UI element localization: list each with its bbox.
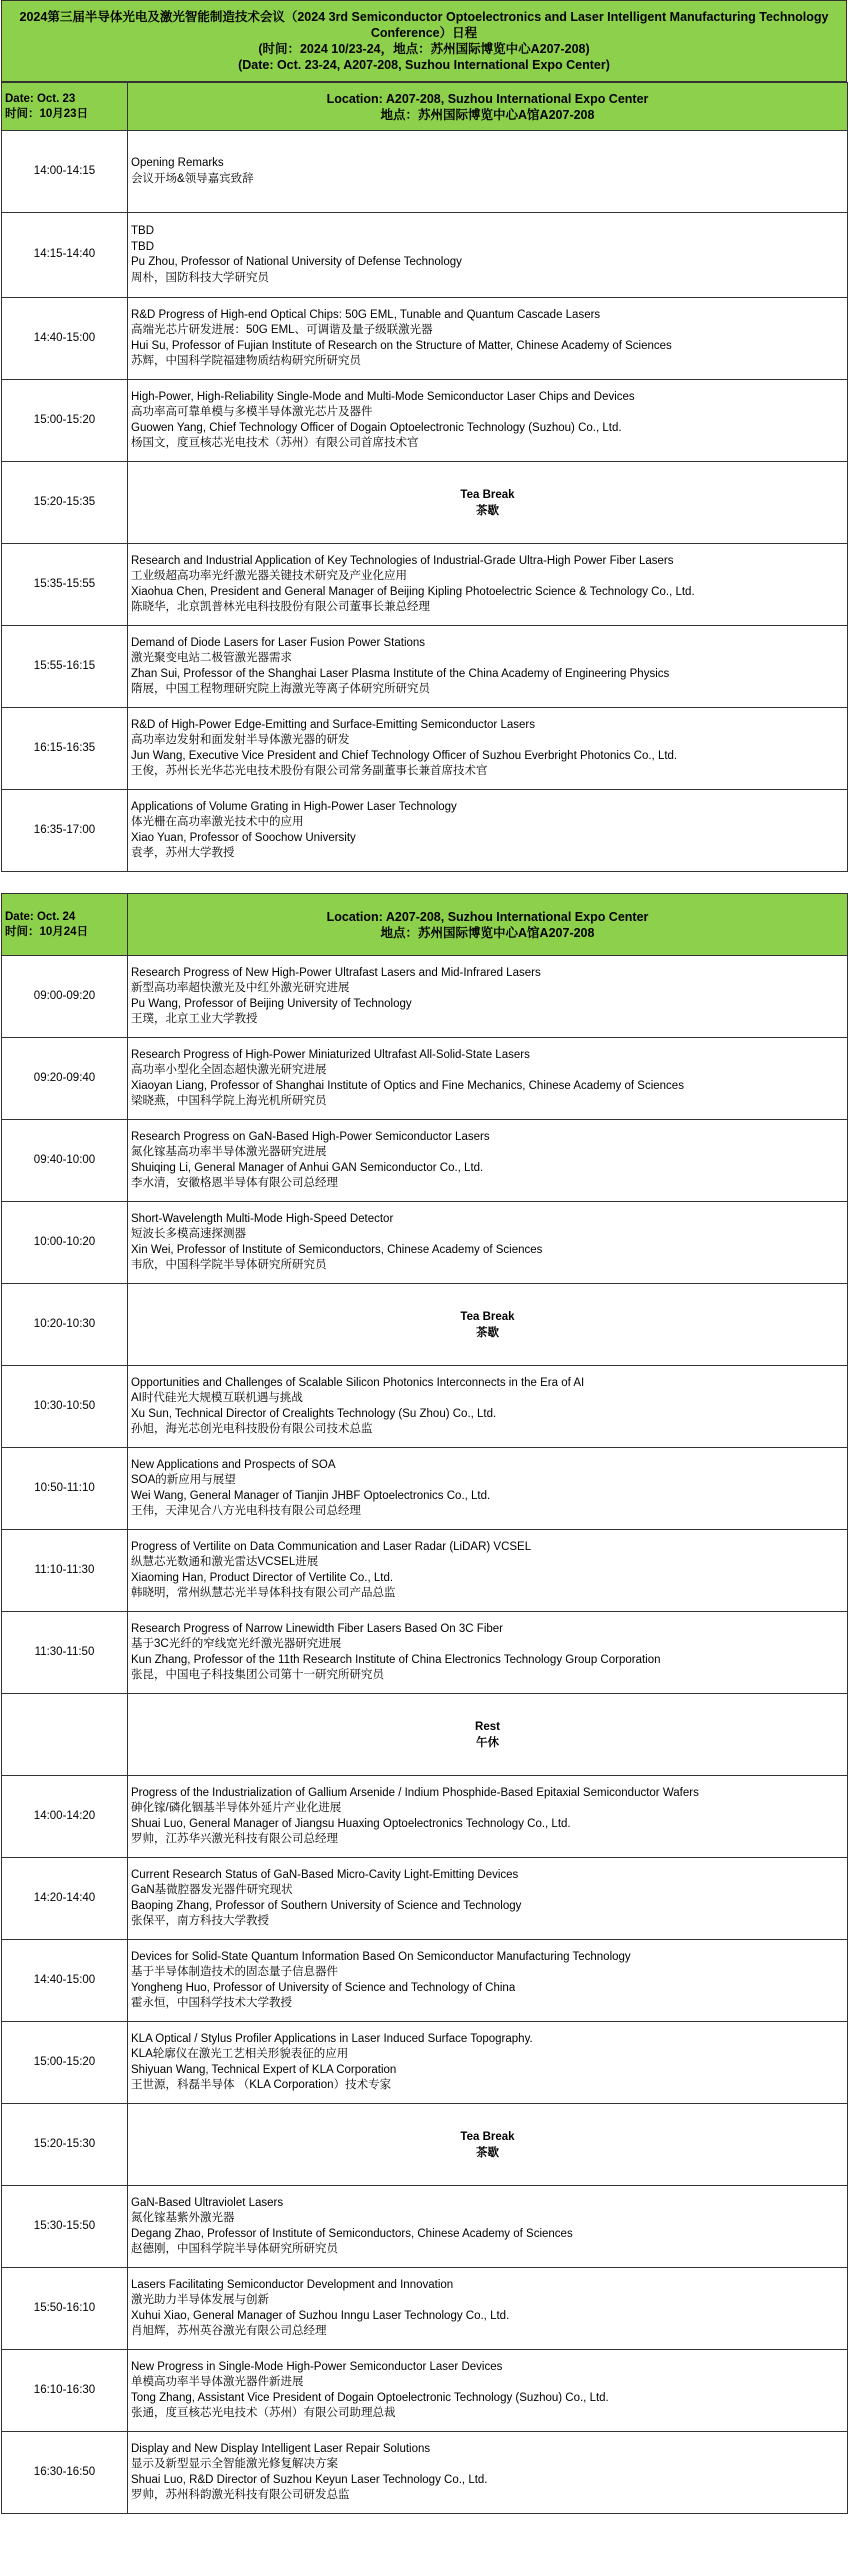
session-time: 09:00-09:20 [2, 956, 128, 1038]
talk-title-en: Applications of Volume Grating in High-Power Laser Technology [131, 800, 457, 813]
day1-header-row [2, 83, 848, 131]
session-row [2, 213, 848, 298]
session-details [128, 1776, 848, 1858]
talk-title-cn: 工业级超高功率光纤激光器关键技术研究及产业化应用 [131, 570, 407, 582]
talk-title-en: Devices for Solid-State Quantum Information Based On Semiconductor Manufacturing Technology [131, 1950, 631, 1963]
day2-location-en: Location: A207-208, Suzhou International Expo Center [326, 909, 649, 924]
speaker-cn: 张通，度亘核芯光电技术（苏州）有限公司助理总裁 [131, 2407, 396, 2419]
session-row [2, 1530, 848, 1612]
talk-title-en: Research Progress of New High-Power Ultrafast Lasers and Mid-Infrared Lasers [131, 966, 541, 979]
speaker-en: Xiaohua Chen, President and General Manager of Beijing Kipling Photoelectric Science & Technology Co., Ltd. [131, 585, 695, 598]
talk-title-cn: TBD [131, 240, 154, 253]
page-subtitle-cn: (时间：2024 10/23-24，地点：苏州国际博览中心A207-208) [258, 42, 590, 56]
session-details [128, 1366, 848, 1448]
session-time: 15:55-16:15 [2, 626, 128, 708]
session-time: 16:15-16:35 [2, 708, 128, 790]
speaker-cn: 袁孝，苏州大学教授 [131, 847, 235, 859]
session-details [128, 790, 848, 872]
talk-title-en: R&D Progress of High-end Optical Chips: 50G EML, Tunable and Quantum Cascade Lasers [131, 308, 601, 321]
talk-title-cn: 砷化镓/磷化铟基半导体外延片产业化进展 [131, 1802, 342, 1814]
talk-title-cn: 高端光芯片研发进展：50G EML、可调谐及量子级联激光器 [131, 324, 433, 336]
speaker-en: Xiao Yuan, Professor of Soochow University [131, 831, 356, 844]
speaker-cn: 张保平，南方科技大学教授 [131, 1915, 269, 1927]
session-time: 15:00-15:20 [2, 2022, 128, 2104]
speaker-cn: 罗帅，江苏华兴激光科技有限公司总经理 [131, 1833, 338, 1845]
session-row [2, 626, 848, 708]
speaker-cn: 韩晓明，常州纵慧芯光半导体科技有限公司产品总监 [131, 1587, 396, 1599]
talk-title-cn: 单模高功率半导体激光器件新进展 [131, 2376, 304, 2388]
talk-title-en: Research Progress of Narrow Linewidth Fiber Lasers Based On 3C Fiber [131, 1622, 503, 1635]
speaker-cn: 霍永恒，中国科学技术大学教授 [131, 1997, 292, 2009]
session-time: 14:20-14:40 [2, 1858, 128, 1940]
break-title-en: Rest [475, 1720, 500, 1733]
session-time: 15:30-15:50 [2, 2186, 128, 2268]
talk-title-cn: AI时代硅光大规模互联机遇与挑战 [131, 1392, 303, 1404]
talk-title-en: Lasers Facilitating Semiconductor Development and Innovation [131, 2278, 454, 2291]
speaker-en: Wei Wang, General Manager of Tianjin JHBF Optoelectronics Co., Ltd. [131, 1489, 491, 1502]
session-row [2, 1858, 848, 1940]
session-row [2, 1776, 848, 1858]
speaker-en: Jun Wang, Executive Vice President and Chief Technology Officer of Suzhou Everbright Photonics Co., Ltd. [131, 749, 678, 762]
break-row [2, 1284, 848, 1366]
break-label [128, 1694, 848, 1776]
session-details [128, 213, 848, 298]
talk-title-en: R&D of High-Power Edge-Emitting and Surface-Emitting Semiconductor Lasers [131, 718, 535, 731]
break-title-cn: 茶歇 [476, 1326, 499, 1339]
talk-title-en: Research and Industrial Application of Key Technologies of Industrial-Grade Ultra-High Power Fiber Lasers [131, 554, 674, 567]
day2-date-cn: 时间：10月24日 [5, 925, 89, 938]
speaker-en: Baoping Zhang, Professor of Southern University of Science and Technology [131, 1899, 522, 1912]
speaker-en: Kun Zhang, Professor of the 11th Research Institute of China Electronics Technology Group Corporation [131, 1653, 661, 1666]
speaker-en: Yongheng Huo, Professor of University of Science and Technology of China [131, 1981, 516, 1994]
day2-header-row [2, 894, 848, 956]
session-row [2, 1612, 848, 1694]
session-time: 09:20-09:40 [2, 1038, 128, 1120]
talk-title-cn: KLA轮廓仪在激光工艺相关形貌表征的应用 [131, 2048, 349, 2060]
break-label [128, 1284, 848, 1366]
day1-location-en: Location: A207-208, Suzhou International Expo Center [326, 91, 649, 106]
break-label [128, 2104, 848, 2186]
speaker-en: Tong Zhang, Assistant Vice President of Dogain Optoelectronic Technology (Suzhou) Co., Ltd. [131, 2391, 609, 2404]
session-details [128, 1202, 848, 1284]
day1-date-cell [2, 83, 128, 131]
speaker-cn: 苏辉，中国科学院福建物质结构研究所研究员 [131, 355, 361, 367]
speaker-en: Xuhui Xiao, General Manager of Suzhou Inngu Laser Technology Co., Ltd. [131, 2309, 510, 2322]
talk-title-cn: 体光栅在高功率激光技术中的应用 [131, 816, 304, 828]
session-time: 14:00-14:15 [2, 131, 128, 213]
speaker-cn: 肖旭辉，苏州英谷激光有限公司总经理 [131, 2325, 327, 2337]
page-subtitle-en: (Date: Oct. 23-24, A207-208, Suzhou International Expo Center) [238, 58, 610, 72]
speaker-en: Xiaoyan Liang, Professor of Shanghai Institute of Optics and Fine Mechanics, Chinese Academy of Sciences [131, 1079, 684, 1092]
break-title-en: Tea Break [460, 488, 515, 501]
speaker-cn: 李水清，安徽格恩半导体有限公司总经理 [131, 1177, 338, 1189]
session-row [2, 380, 848, 462]
day1-location-cn: 地点：苏州国际博览中心A馆A207-208 [380, 107, 595, 122]
session-details [128, 1612, 848, 1694]
break-label [128, 462, 848, 544]
session-time: 14:00-14:20 [2, 1776, 128, 1858]
session-time: 16:35-17:00 [2, 790, 128, 872]
session-time: 10:00-10:20 [2, 1202, 128, 1284]
speaker-en: Shuiqing Li, General Manager of Anhui GAN Semiconductor Co., Ltd. [131, 1161, 484, 1174]
day2-location-cn: 地点：苏州国际博览中心A馆A207-208 [380, 925, 595, 940]
talk-title-cn: 基于3C光纤的窄线宽光纤激光器研究进展 [131, 1638, 342, 1650]
session-row [2, 131, 848, 213]
day1-location-cell [128, 83, 848, 131]
break-title-cn: 午休 [476, 1736, 499, 1749]
session-time: 09:40-10:00 [2, 1120, 128, 1202]
talk-title-en: Progress of Vertilite on Data Communication and Laser Radar (LiDAR) VCSEL [131, 1540, 532, 1553]
talk-title-cn: 激光聚变电站二极管激光器需求 [131, 652, 292, 664]
day2-date-cell [2, 894, 128, 956]
talk-title-cn: 高功率高可靠单模与多模半导体激光芯片及器件 [131, 406, 373, 418]
session-details [128, 131, 848, 213]
speaker-cn: 陈晓华，北京凯普林光电科技股份有限公司董事长兼总经理 [131, 601, 430, 613]
session-time: 10:20-10:30 [2, 1284, 128, 1366]
speaker-cn: 王世源，科磊半导体 （KLA Corporation）技术专家 [131, 2079, 392, 2091]
speaker-en: Degang Zhao, Professor of Institute of Semiconductors, Chinese Academy of Sciences [131, 2227, 573, 2240]
session-time: 15:50-16:10 [2, 2268, 128, 2350]
talk-title-en: Display and New Display Intelligent Laser Repair Solutions [131, 2442, 431, 2455]
session-details [128, 2268, 848, 2350]
session-row [2, 1366, 848, 1448]
session-time: 14:40-15:00 [2, 298, 128, 380]
session-time: 11:10-11:30 [2, 1530, 128, 1612]
day1-date-cn: 时间：10月23日 [5, 107, 89, 120]
speaker-en: Pu Zhou, Professor of National University of Defense Technology [131, 256, 462, 268]
day2-date-en: Date: Oct. 24 [5, 910, 76, 923]
talk-title-en: Current Research Status of GaN-Based Micro-Cavity Light-Emitting Devices [131, 1868, 519, 1881]
day1-schedule-table [1, 82, 848, 872]
speaker-cn: 周朴，国防科技大学研究员 [131, 271, 269, 284]
session-row [2, 2350, 848, 2432]
talk-title-en: High-Power, High-Reliability Single-Mode and Multi-Mode Semiconductor Laser Chips and Devices [131, 390, 635, 403]
speaker-en: Xin Wei, Professor of Institute of Semiconductors, Chinese Academy of Sciences [131, 1243, 543, 1256]
talk-title-en: Research Progress of High-Power Miniaturized Ultrafast All-Solid-State Lasers [131, 1048, 530, 1061]
session-details [128, 1038, 848, 1120]
page-header [1, 0, 847, 82]
talk-title-en: New Applications and Prospects of SOA [131, 1458, 336, 1471]
speaker-cn: 张昆，中国电子科技集团公司第十一研究所研究员 [131, 1669, 384, 1681]
speaker-en: Shuai Luo, General Manager of Jiangsu Huaxing Optoelectronics Technology Co., Ltd. [131, 1817, 571, 1830]
day2-schedule-table [1, 893, 848, 2514]
session-details [128, 1530, 848, 1612]
talk-title-cn: 激光助力半导体发展与创新 [131, 2294, 269, 2306]
talk-title-cn: 显示及新型显示全智能激光修复解决方案 [131, 2458, 338, 2470]
speaker-cn: 孙旭，海光芯创光电科技股份有限公司技术总监 [131, 1423, 373, 1435]
session-details [128, 1940, 848, 2022]
session-row [2, 1120, 848, 1202]
session-row [2, 1038, 848, 1120]
talk-title-cn: SOA的新应用与展望 [131, 1474, 236, 1486]
session-time [2, 1694, 128, 1776]
session-time: 14:15-14:40 [2, 213, 128, 298]
session-row [2, 2186, 848, 2268]
session-row [2, 2432, 848, 2514]
talk-title-en: GaN-Based Ultraviolet Lasers [131, 2196, 284, 2209]
speaker-cn: 王俊，苏州长光华芯光电技术股份有限公司常务副董事长兼首席技术官 [131, 765, 488, 777]
session-row [2, 790, 848, 872]
talk-title-cn: GaN基微腔器发光器件研究现状 [131, 1884, 293, 1896]
day1-date-en: Date: Oct. 23 [5, 92, 76, 105]
talk-title-en: KLA Optical / Stylus Profiler Applications in Laser Induced Surface Topography. [131, 2032, 533, 2045]
talk-title-cn: 短波长多模高速探测器 [131, 1228, 246, 1240]
talk-title-en: TBD [131, 225, 154, 237]
session-details [128, 956, 848, 1038]
talk-title-cn: 氮化镓基高功率半导体激光器研究进展 [131, 1146, 327, 1158]
speaker-cn: 杨国文，度亘核芯光电技术（苏州）有限公司首席技术官 [131, 437, 419, 449]
speaker-cn: 韦欣，中国科学院半导体研究所研究员 [131, 1259, 327, 1271]
session-row [2, 2022, 848, 2104]
session-details [128, 708, 848, 790]
session-time: 15:20-15:35 [2, 462, 128, 544]
speaker-en: Pu Wang, Professor of Beijing University of Technology [131, 997, 412, 1010]
session-time: 11:30-11:50 [2, 1612, 128, 1694]
session-details [128, 380, 848, 462]
session-details [128, 2186, 848, 2268]
break-title-cn: 茶歇 [476, 2146, 499, 2159]
break-title-cn: 茶歇 [476, 504, 499, 517]
break-row [2, 462, 848, 544]
talk-title-en: Opening Remarks [131, 157, 224, 169]
talk-title-en: Demand of Diode Lasers for Laser Fusion Power Stations [131, 636, 426, 649]
break-row [2, 1694, 848, 1776]
speaker-en: Shiyuan Wang, Technical Expert of KLA Corporation [131, 2063, 397, 2076]
session-time: 10:30-10:50 [2, 1366, 128, 1448]
talk-title-en: Short-Wavelength Multi-Mode High-Speed Detector [131, 1212, 394, 1225]
talk-title-en: Progress of the Industrialization of Gallium Arsenide / Indium Phosphide-Based Epitaxial Semiconductor Wafers [131, 1786, 699, 1799]
session-details [128, 1120, 848, 1202]
talk-title-cn: 基于半导体制造技术的固态量子信息器件 [131, 1966, 338, 1978]
session-row [2, 1202, 848, 1284]
session-time: 14:40-15:00 [2, 1940, 128, 2022]
speaker-cn: 赵德刚，中国科学院半导体研究所研究员 [131, 2243, 338, 2255]
speaker-cn: 王璞，北京工业大学教授 [131, 1013, 258, 1025]
session-row [2, 298, 848, 380]
speaker-en: Xiaoming Han, Product Director of Vertilite Co., Ltd. [131, 1571, 394, 1584]
talk-title-cn: 纵慧芯光数通和激光雷达VCSEL进展 [131, 1556, 319, 1568]
talk-title-cn: 高功率边发射和面发射半导体激光器的研发 [131, 734, 350, 746]
session-time: 16:30-16:50 [2, 2432, 128, 2514]
speaker-en: Guowen Yang, Chief Technology Officer of Dogain Optoelectronic Technology (Suzhou) Co., Ltd. [131, 421, 622, 434]
break-title-en: Tea Break [460, 2130, 515, 2143]
speaker-en: Shuai Luo, R&D Director of Suzhou Keyun Laser Technology Co., Ltd. [131, 2473, 488, 2486]
session-row [2, 956, 848, 1038]
talk-title-en: Research Progress on GaN-Based High-Power Semiconductor Lasers [131, 1130, 490, 1143]
speaker-en: Xu Sun, Technical Director of Crealights Technology (Su Zhou) Co., Ltd. [131, 1407, 497, 1420]
session-row [2, 2268, 848, 2350]
talk-title-cn: 新型高功率超快激光及中红外激光研究进展 [131, 982, 350, 994]
session-details [128, 298, 848, 380]
session-details [128, 626, 848, 708]
talk-title-en: New Progress in Single-Mode High-Power Semiconductor Laser Devices [131, 2360, 503, 2373]
session-details [128, 2432, 848, 2514]
session-details [128, 2350, 848, 2432]
speaker-en: Zhan Sui, Professor of the Shanghai Laser Plasma Institute of the China Academy of Engineering Physics [131, 667, 670, 680]
session-details [128, 1858, 848, 1940]
session-time: 16:10-16:30 [2, 2350, 128, 2432]
speaker-cn: 王伟，天津见合八方光电科技有限公司总经理 [131, 1505, 361, 1517]
session-details [128, 1448, 848, 1530]
speaker-en: Hui Su, Professor of Fujian Institute of Research on the Structure of Matter, Chinese Academy of Sciences [131, 339, 672, 352]
session-row [2, 544, 848, 626]
page-title-cont: Conference）日程 [370, 26, 478, 40]
session-details [128, 544, 848, 626]
session-row [2, 1940, 848, 2022]
talk-title-cn: 氮化镓基紫外激光器 [131, 2212, 235, 2224]
speaker-cn: 隋展，中国工程物理研究院上海激光等离子体研究所研究员 [131, 683, 430, 695]
session-row [2, 708, 848, 790]
session-time: 15:20-15:30 [2, 2104, 128, 2186]
talk-title-en: Opportunities and Challenges of Scalable Silicon Photonics Interconnects in the Era of AI [131, 1376, 585, 1389]
session-time: 15:00-15:20 [2, 380, 128, 462]
day2-location-cell [128, 894, 848, 956]
page-title: 2024第三届半导体光电及激光智能制造技术会议（2024 3rd Semiconductor Optoelectronics and Laser Intelligent Manufacturing Technology [19, 10, 829, 24]
talk-title-cn: 高功率小型化全固态超快激光研究进展 [131, 1064, 327, 1076]
speaker-cn: 梁晓燕，中国科学院上海光机所研究员 [131, 1095, 327, 1107]
session-details [128, 2022, 848, 2104]
talk-title-cn: 会议开场&领导嘉宾致辞 [131, 172, 254, 185]
session-row [2, 1448, 848, 1530]
break-row [2, 2104, 848, 2186]
session-time: 15:35-15:55 [2, 544, 128, 626]
speaker-cn: 罗帅，苏州科韵激光科技有限公司研发总监 [131, 2489, 350, 2501]
break-title-en: Tea Break [460, 1310, 515, 1323]
session-time: 10:50-11:10 [2, 1448, 128, 1530]
